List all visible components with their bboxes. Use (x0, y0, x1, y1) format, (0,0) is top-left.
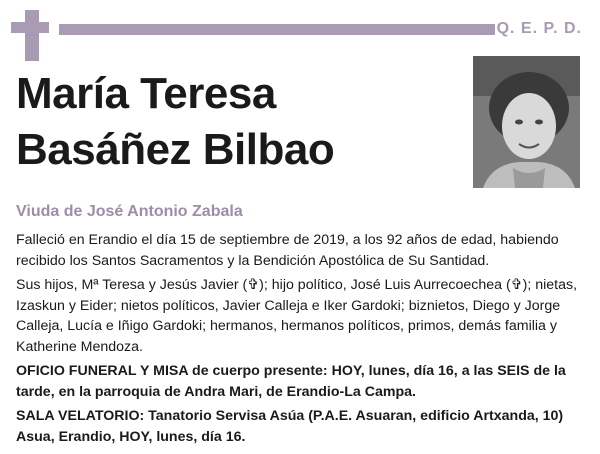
funeral-paragraph: OFICIO FUNERAL Y MISA de cuerpo presente: HOY, lunes, día 16, a las SEIS de la tarde, en la parroquia de Andra Mari, de Erandio-La Campa. (16, 363, 566, 400)
cross-horizontal-bar (11, 22, 49, 33)
wake-paragraph: SALA VELATORIO: Tanatorio Servisa Asúa (P.A.E. Asuaran, edificio Artxanda, 10) Asua, Erandio, HOY, lunes, día 16. (16, 408, 564, 445)
qepd-label: Q. E. P. D. (496, 20, 582, 37)
family-paragraph: Sus hijos, Mª Teresa y Jesús Javier (✞); hijo político, José Luis Aurrecoechea (✞); nietas, Izaskun y Eider; nietos políticos, Javier Calleja e Iker Gardoki; biznietos, Diego y Jorge Calleja, Lucía e Iñigo Gardoki; hermanos, hermanos políticos, primos, demás familia y Katherine Mendoza. (16, 277, 578, 355)
header-rule (59, 24, 495, 35)
portrait-illustration (473, 56, 580, 188)
cross-vertical-bar (25, 10, 39, 61)
obituary-body (16, 230, 586, 451)
deceased-name (16, 66, 456, 178)
name-line-2: Basáñez Bilbao (16, 125, 335, 174)
portrait-photo (473, 56, 580, 188)
widow-of-line: Viuda de José Antonio Zabala (16, 203, 243, 220)
death-notice-paragraph: Falleció en Erandio el día 15 de septiembre de 2019, a los 92 años de edad, habiendo recibido los Santos Sacramentos y la Bendición Apostólica de Su Santidad. (16, 232, 559, 269)
name-line-1: María Teresa (16, 69, 276, 118)
